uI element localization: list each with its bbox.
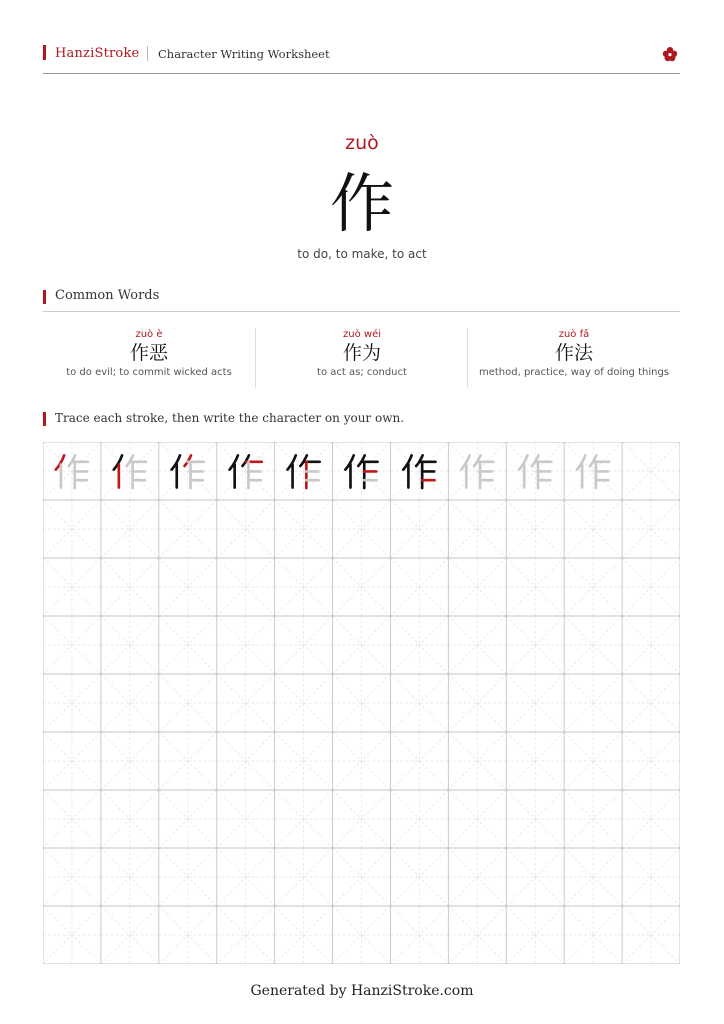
guide-lines [275, 442, 333, 500]
guide-lines [217, 848, 275, 906]
guide-lines [506, 848, 564, 906]
guide-lines [275, 674, 333, 732]
word-card [255, 328, 468, 388]
guide-lines [101, 906, 159, 964]
guide-lines [333, 558, 391, 616]
guide-lines [564, 790, 622, 848]
main-pinyin: zuò [345, 132, 379, 154]
guide-lines [217, 732, 275, 790]
word-meaning: method, practice, way of doing things [478, 367, 670, 378]
guide-lines [275, 732, 333, 790]
word-card [467, 328, 680, 388]
grid-lines [43, 442, 680, 964]
guide-lines [564, 500, 622, 558]
guide-lines [217, 790, 275, 848]
guide-lines [333, 790, 391, 848]
guide-lines [390, 500, 448, 558]
guide-lines [506, 674, 564, 732]
guide-lines [43, 500, 101, 558]
guide-lines [159, 616, 217, 674]
guide-lines [564, 732, 622, 790]
main-meaning: to do, to make, to act [297, 247, 427, 261]
guide-lines [564, 848, 622, 906]
guide-lines [333, 616, 391, 674]
worksheet-header [43, 42, 680, 74]
guide-lines [564, 558, 622, 616]
footer-credit: Generated by HanziStroke.com [250, 983, 474, 999]
guide-lines [506, 558, 564, 616]
worksheet-subtitle: Character Writing Worksheet [158, 47, 330, 61]
guide-lines [101, 442, 159, 500]
guide-lines [333, 906, 391, 964]
word-characters: 作法 [554, 342, 593, 364]
guide-lines [390, 848, 448, 906]
guide-lines [159, 500, 217, 558]
word-meaning: to act as; conduct [317, 367, 407, 378]
guide-lines [448, 500, 506, 558]
guide-lines [159, 558, 217, 616]
practice-grid [43, 442, 680, 964]
guide-lines [333, 500, 391, 558]
guide-lines [622, 558, 680, 616]
guide-lines [448, 906, 506, 964]
guide-lines [448, 442, 506, 500]
guide-lines [390, 558, 448, 616]
guide-lines [390, 790, 448, 848]
guide-lines [390, 442, 448, 500]
guide-lines [390, 906, 448, 964]
guide-lines [217, 616, 275, 674]
guide-lines [506, 732, 564, 790]
guide-lines [101, 674, 159, 732]
guide-lines [275, 790, 333, 848]
section-divider [43, 311, 680, 312]
guide-lines [390, 674, 448, 732]
guide-lines [622, 500, 680, 558]
guide-lines [43, 674, 101, 732]
guide-lines [159, 674, 217, 732]
guide-lines [333, 848, 391, 906]
guide-lines [622, 732, 680, 790]
guide-lines [159, 442, 217, 500]
guide-lines [217, 500, 275, 558]
guide-lines [448, 616, 506, 674]
guide-lines [43, 616, 101, 674]
guide-lines [101, 558, 159, 616]
guide-lines [101, 848, 159, 906]
guide-lines [622, 674, 680, 732]
guide-lines [275, 558, 333, 616]
guide-lines [448, 848, 506, 906]
guide-lines [564, 442, 622, 500]
section-accent-bar [43, 412, 46, 426]
guide-lines [101, 790, 159, 848]
word-characters: 作恶 [129, 342, 168, 364]
guide-lines [275, 616, 333, 674]
guide-lines [622, 442, 680, 500]
word-meaning: to do evil; to commit wicked acts [66, 367, 232, 378]
guide-lines [101, 500, 159, 558]
practice-instruction: Trace each stroke, then write the character on your own. [55, 411, 405, 425]
guide-lines [333, 442, 391, 500]
guide-lines [101, 616, 159, 674]
guide-lines [159, 790, 217, 848]
guide-lines [159, 848, 217, 906]
guide-lines [390, 732, 448, 790]
guide-lines [622, 790, 680, 848]
guide-lines [275, 500, 333, 558]
guide-lines [159, 732, 217, 790]
brand-accent-bar [43, 45, 46, 60]
guide-lines [333, 674, 391, 732]
guide-lines [217, 558, 275, 616]
guide-lines [333, 732, 391, 790]
guide-lines [275, 848, 333, 906]
guide-lines [506, 442, 564, 500]
guide-lines [43, 732, 101, 790]
word-pinyin: zuò fǎ [558, 329, 590, 340]
guide-lines [43, 558, 101, 616]
brand-name: HanziStroke [55, 46, 140, 61]
guide-lines [43, 906, 101, 964]
guide-lines [159, 906, 217, 964]
word-pinyin: zuò wéi [343, 329, 381, 340]
guide-lines [448, 732, 506, 790]
guide-lines [390, 616, 448, 674]
guide-lines [564, 674, 622, 732]
guide-lines [506, 616, 564, 674]
guide-lines [622, 848, 680, 906]
word-characters: 作为 [342, 342, 381, 364]
guide-lines [448, 674, 506, 732]
common-words-title: Common Words [55, 288, 160, 303]
word-card [43, 328, 255, 388]
flower-icon [662, 46, 678, 62]
section-accent-bar [43, 290, 46, 304]
guide-lines [506, 790, 564, 848]
guide-lines [564, 616, 622, 674]
guide-lines [217, 674, 275, 732]
guide-lines [217, 442, 275, 500]
guide-lines [564, 906, 622, 964]
guide-lines [43, 790, 101, 848]
guide-lines [43, 442, 101, 500]
guide-lines [43, 848, 101, 906]
guide-lines [275, 906, 333, 964]
guide-lines [622, 616, 680, 674]
guide-lines [506, 500, 564, 558]
guide-lines [622, 906, 680, 964]
header-divider [147, 46, 148, 61]
word-pinyin: zuò è [135, 329, 163, 340]
main-character: 作 [330, 168, 394, 242]
guide-lines [506, 906, 564, 964]
guide-lines [448, 558, 506, 616]
guide-lines [217, 906, 275, 964]
guide-lines [101, 732, 159, 790]
guide-lines [448, 790, 506, 848]
